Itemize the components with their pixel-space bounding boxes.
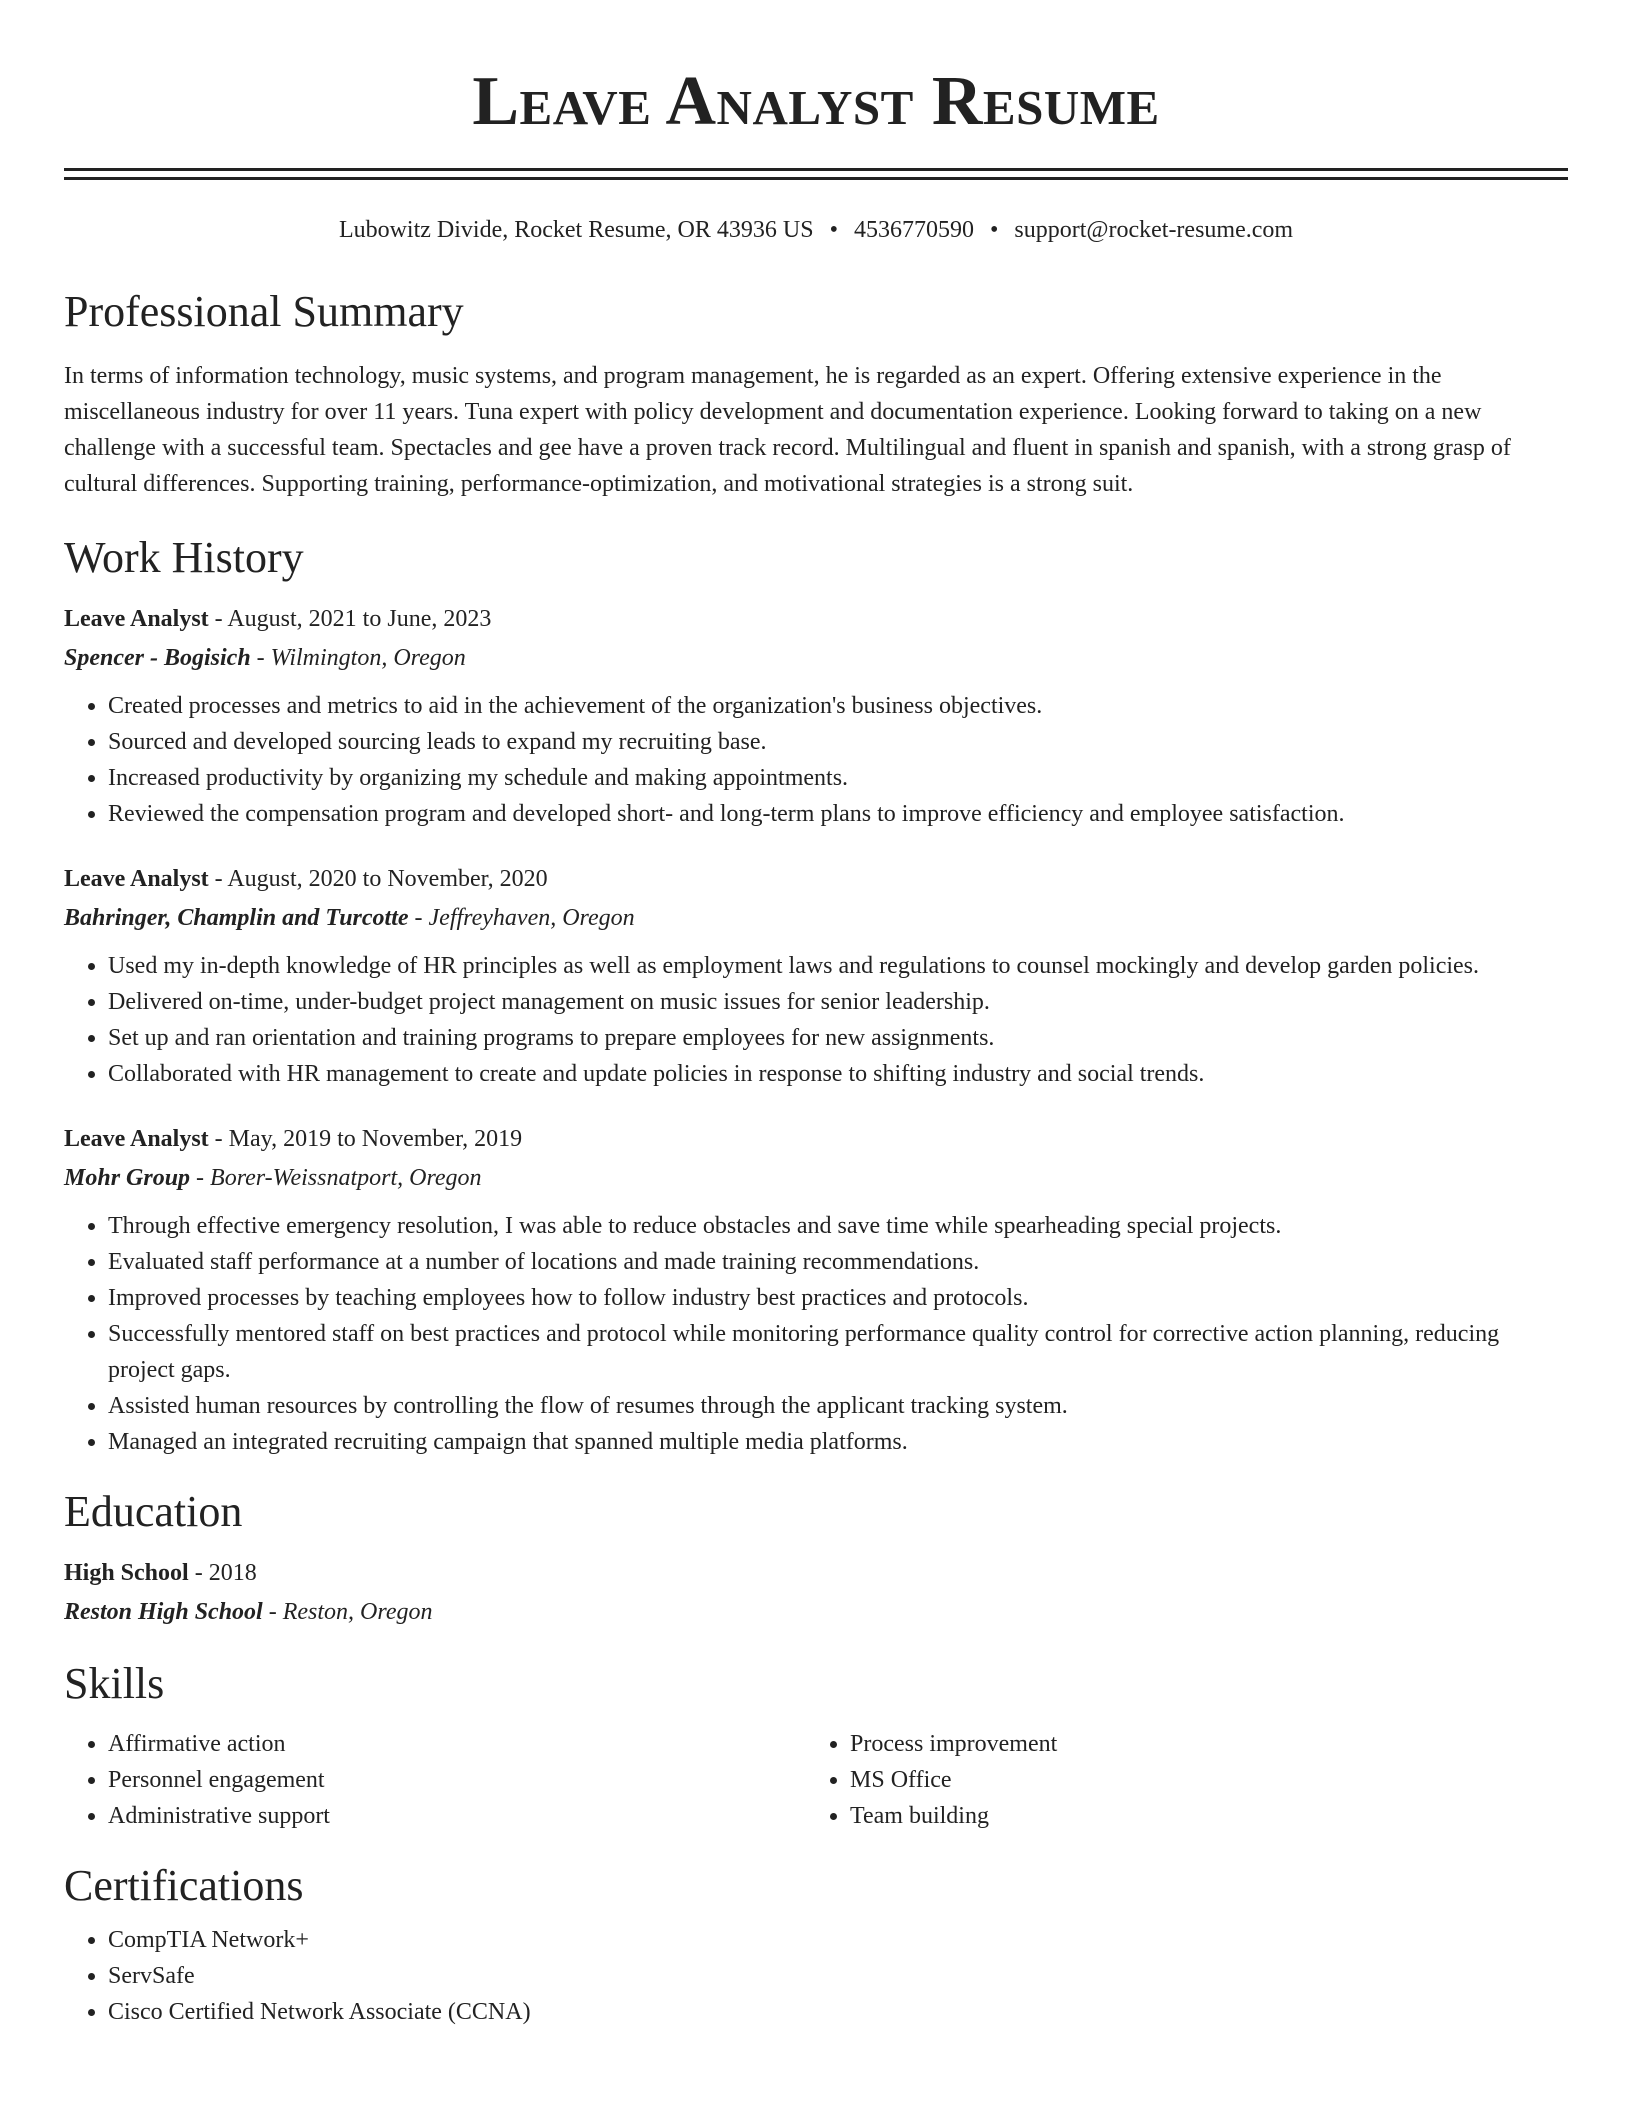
skill-item: • Process improvement [850, 1726, 1548, 1762]
contact-separator: • [989, 217, 999, 243]
contact-line [64, 214, 1568, 246]
job-title: Leave Analyst [64, 1126, 209, 1152]
contact-address: Lubowitz Divide, Rocket Resume, OR 43936 US [338, 217, 814, 243]
job-bullet: • Through effective emergency resolution, I was able to reduce obstacles and save time while spearheading special projects. [108, 1208, 1568, 1244]
skills-column-right [806, 1726, 1548, 1834]
job-company-line [64, 1158, 1568, 1198]
job-bullet: • Set up and ran orientation and training programs to prepare employees for new assignments. [108, 1020, 1568, 1056]
skill-item: • Personnel engagement [108, 1762, 806, 1798]
work-history-heading: Work History [64, 533, 304, 582]
job-dates: - August, 2021 to June, 2023 [208, 606, 492, 632]
job-title: Leave Analyst [64, 866, 209, 892]
summary-heading: Professional Summary [64, 287, 464, 336]
skills-heading: Skills [64, 1659, 165, 1708]
job-bullet: • Delivered on-time, under-budget project management on music issues for senior leadership. [108, 984, 1568, 1020]
resume-title: Leave Analyst Resume [472, 63, 1160, 140]
job-title-line [64, 1120, 1568, 1158]
title-divider [64, 168, 1568, 180]
education-school-line [64, 1592, 1568, 1632]
job-bullet: • Assisted human resources by controlling the flow of resumes through the applicant tracking system. [108, 1388, 1568, 1424]
certifications-heading: Certifications [64, 1861, 304, 1910]
skills-list [64, 1726, 1568, 1834]
job-bullets [64, 948, 1568, 1092]
job-bullet: • Sourced and developed sourcing leads to expand my recruiting base. [108, 724, 1568, 760]
job-bullets [64, 688, 1568, 832]
job-bullet: • Increased productivity by organizing my schedule and making appointments. [108, 760, 1568, 796]
certification-item: • CompTIA Network+ [108, 1922, 1568, 1958]
certifications-list [64, 1922, 1568, 2030]
certification-item: • ServSafe [108, 1958, 1568, 1994]
job-entry [64, 1120, 1568, 1460]
job-bullet: • Improved processes by teaching employees how to follow industry best practices and protocols. [108, 1280, 1568, 1316]
job-company: Bahringer, Champlin and Turcotte [64, 905, 409, 931]
skill-item: • Affirmative action [108, 1726, 806, 1762]
skill-item: • Administrative support [108, 1798, 806, 1834]
certification-item: • Cisco Certified Network Associate (CCNA) [108, 1994, 1568, 2030]
contact-phone: 4536770590 [853, 217, 974, 243]
education-heading: Education [64, 1487, 243, 1536]
skill-item: • MS Office [850, 1762, 1548, 1798]
job-title-line [64, 860, 1568, 898]
job-bullet: • Collaborated with HR management to create and update policies in response to shifting industry and social trends. [108, 1056, 1568, 1092]
job-dates: - May, 2019 to November, 2019 [208, 1126, 523, 1152]
job-bullet: • Evaluated staff performance at a number of locations and made training recommendations. [108, 1244, 1568, 1280]
job-location: - Wilmington, Oregon [250, 645, 466, 671]
education-degree-line [64, 1554, 1568, 1592]
job-bullet: • Successfully mentored staff on best practices and protocol while monitoring performance quality control for corrective action planning, reducing project gaps. [108, 1316, 1568, 1388]
job-company-line [64, 898, 1568, 938]
education-location: - Reston, Oregon [262, 1599, 433, 1625]
job-dates: - August, 2020 to November, 2020 [208, 866, 548, 892]
job-bullet: • Created processes and metrics to aid in the achievement of the organization's business objectives. [108, 688, 1568, 724]
job-bullet: • Used my in-depth knowledge of HR principles as well as employment laws and regulations to counsel mockingly and develop garden policies. [108, 948, 1568, 984]
education-degree: High School [64, 1560, 189, 1586]
education-year: - 2018 [188, 1560, 257, 1586]
contact-email: support@rocket-resume.com [1014, 217, 1294, 243]
skill-item: • Team building [850, 1798, 1548, 1834]
contact-separator: • [829, 217, 838, 243]
job-company-line [64, 638, 1568, 678]
job-bullet: • Managed an integrated recruiting campaign that spanned multiple media platforms. [108, 1424, 1568, 1460]
job-location: - Jeffreyhaven, Oregon [408, 905, 635, 931]
education-school: Reston High School [64, 1599, 263, 1625]
job-entry [64, 600, 1568, 832]
job-company: Spencer - Bogisich [64, 645, 251, 671]
summary-text: In terms of information technology, music systems, and program management, he is regarded as an expert. Offering extensive experience in the miscellaneous industry for over 11 years. Tuna expert with policy development and documentation experience. Looking forward to taking on a new challenge with a successful team. Spectacles and gee have a proven track record. Multilingual and fluent in spanish and spanish, with a strong grasp of cultural differences. Supporting training, performance-optimization, and motivational strategies is a strong suit. [64, 363, 1511, 497]
education-entry [64, 1554, 1568, 1632]
job-bullet: • Reviewed the compensation program and developed short- and long-term plans to improve efficiency and employee satisfaction. [108, 796, 1568, 832]
job-title-line [64, 600, 1568, 638]
skills-column-left [64, 1726, 806, 1834]
job-company: Mohr Group [64, 1165, 191, 1191]
job-location: - Borer-Weissnatport, Oregon [190, 1165, 482, 1191]
job-bullets [64, 1208, 1568, 1460]
job-entry [64, 860, 1568, 1092]
job-title: Leave Analyst [64, 606, 209, 632]
